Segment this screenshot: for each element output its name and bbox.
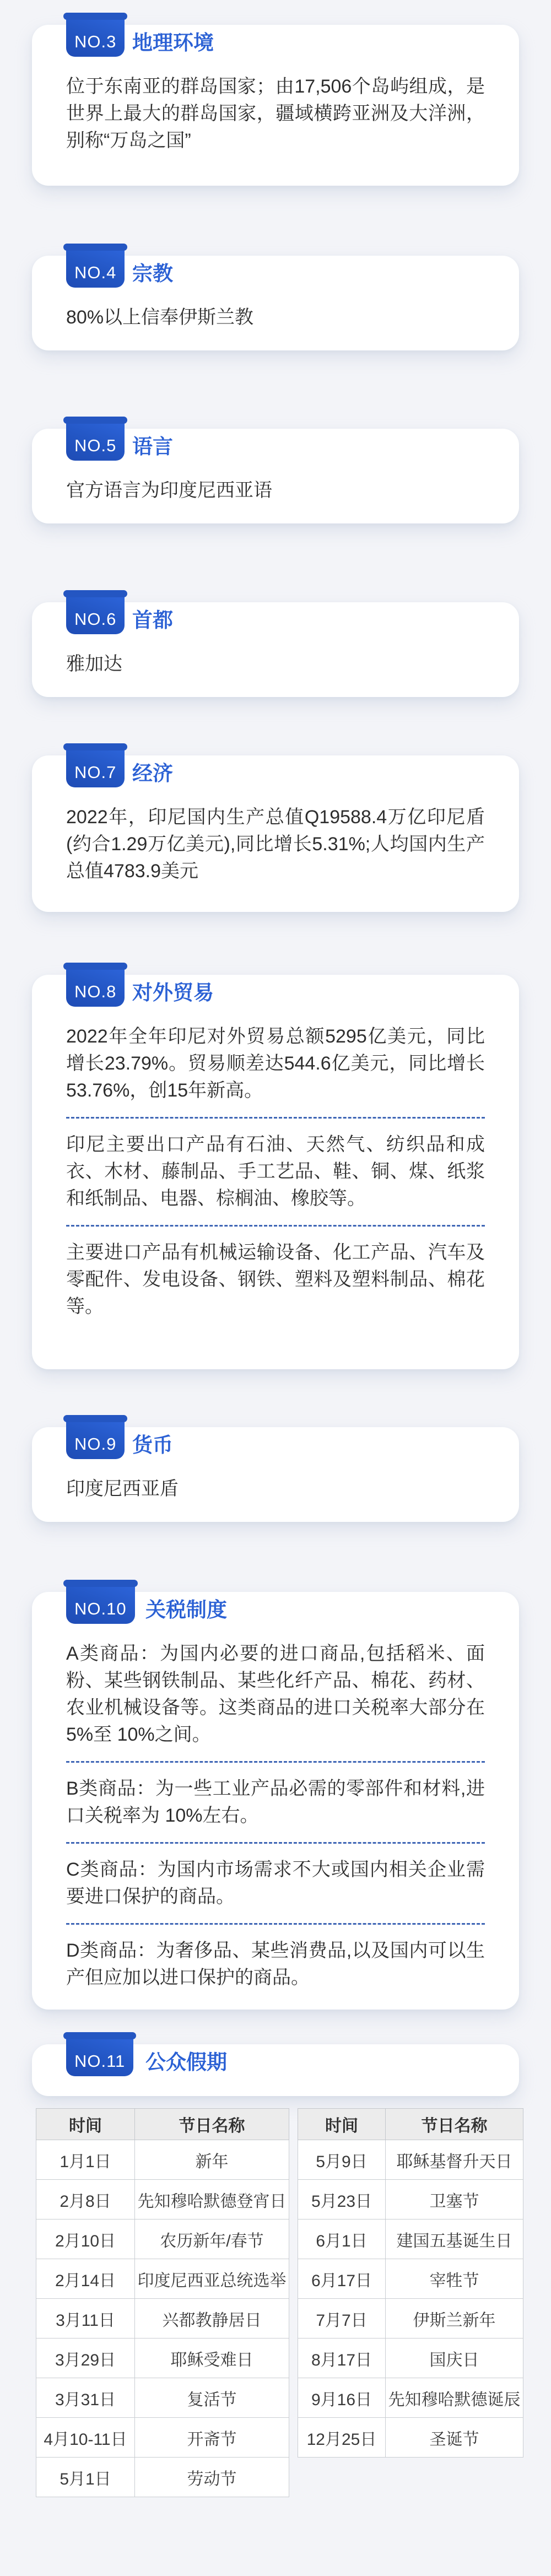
dashed-divider [66, 1225, 485, 1227]
table-cell: 2月8日 [36, 2180, 135, 2219]
body-paragraph: D类商品：为奢侈品、某些消费品,以及国内可以生产但应加以进口保护的商品。 [66, 1940, 485, 1988]
table-cell: 3月11日 [36, 2299, 135, 2339]
card-header [32, 2044, 519, 2076]
section-title: 语言 [132, 435, 173, 458]
table-cell: 3月31日 [36, 2378, 135, 2418]
table-row [36, 2140, 289, 2180]
table-row [298, 2339, 523, 2378]
column-header: 节日名称 [386, 2109, 523, 2140]
body-paragraph: 位于东南亚的群岛国家；由17,506个岛屿组成，是世界上最大的群岛国家，疆域横跨亚洲及大洋洲，别称“万岛之国” [66, 76, 485, 151]
table-row [36, 2299, 289, 2339]
body-paragraph: 雅加达 [66, 654, 122, 674]
table-cell: 劳动节 [135, 2458, 289, 2497]
body-paragraph: 印度尼西亚盾 [66, 1478, 179, 1499]
table-cell: 6月17日 [298, 2259, 386, 2299]
card-header [32, 1427, 519, 1459]
table-cell: 耶稣基督升天日 [386, 2140, 523, 2180]
section-title: 货币 [132, 1434, 173, 1456]
card-tariff-system [32, 1592, 519, 2010]
table-row [298, 2418, 523, 2458]
card-header [32, 1592, 519, 1624]
body-paragraph: 印尼主要出口产品有石油、天然气、纺织品和成衣、木材、藤制品、手工艺品、鞋、铜、煤、纸浆和纸制品、电器、棕榈油、橡胶等。 [66, 1134, 485, 1209]
card-language [32, 429, 519, 523]
table-cell: 农历新年/春节 [135, 2219, 289, 2259]
holiday-table-right [298, 2108, 523, 2458]
table-row [36, 2339, 289, 2378]
body-paragraph: C类商品：为国内市场需求不大或国内相关企业需要进口保护的商品。 [66, 1859, 485, 1907]
card-header [32, 429, 519, 461]
dashed-divider [66, 1117, 485, 1119]
table-cell: 复活节 [135, 2378, 289, 2418]
card-header [32, 755, 519, 787]
card-header [32, 256, 519, 288]
section-number-badge: NO.8 [66, 963, 125, 1007]
table-cell: 伊斯兰新年 [386, 2299, 523, 2339]
body-paragraph: A类商品：为国内必要的进口商品,包括稻米、面粉、某些钢铁制品、某些化纤产品、棉花、药材、农业机械设备等。这类商品的进口关税率大部分在5%至 10%之间。 [66, 1643, 485, 1745]
table-row [36, 2458, 289, 2497]
table-row [36, 2219, 289, 2259]
section-title: 地理环境 [132, 31, 214, 54]
table-cell: 1月1日 [36, 2140, 135, 2180]
body-paragraph: 2022年全年印尼对外贸易总额5295亿美元，同比增长23.79%。贸易顺差达544.6亿美元，同比增长53.76%，创15年新高。 [66, 1026, 485, 1101]
table-cell: 5月1日 [36, 2458, 135, 2497]
table-cell: 9月16日 [298, 2378, 386, 2418]
card-body [32, 461, 519, 504]
card-body [32, 288, 519, 331]
body-paragraph: 主要进口产品有机械运输设备、化工产品、汽车及零配件、发电设备、钢铁、塑料及塑料制品、棉花等。 [66, 1242, 485, 1317]
card-header [32, 602, 519, 634]
table-row [298, 2259, 523, 2299]
section-title: 经济 [132, 762, 173, 785]
table-cell: 圣诞节 [386, 2418, 523, 2458]
table-cell: 12月25日 [298, 2418, 386, 2458]
dashed-divider [66, 1842, 485, 1844]
table-row [36, 2259, 289, 2299]
table-cell: 2月14日 [36, 2259, 135, 2299]
card-religion [32, 256, 519, 350]
card-body [32, 787, 519, 885]
table-row [36, 2378, 289, 2418]
body-paragraph: B类商品：为一些工业产品必需的零部件和材料,进口关税率为 10%左右。 [66, 1778, 485, 1826]
section-title: 对外贸易 [132, 981, 214, 1004]
table-row [36, 2180, 289, 2219]
dashed-divider [66, 1761, 485, 1763]
card-capital [32, 602, 519, 697]
column-header: 时间 [36, 2109, 135, 2140]
table-cell: 建国五基诞生日 [386, 2219, 523, 2259]
card-body [32, 1007, 519, 1320]
table-cell: 兴都教静居日 [135, 2299, 289, 2339]
table-cell: 宰牲节 [386, 2259, 523, 2299]
table-row [298, 2140, 523, 2180]
section-title: 宗教 [132, 262, 173, 285]
card-body [32, 1624, 519, 1991]
body-paragraph: 官方语言为印度尼西亚语 [66, 480, 272, 501]
section-number-badge: NO.7 [66, 743, 125, 787]
table-header-row [36, 2109, 289, 2140]
table-row [298, 2219, 523, 2259]
table-cell: 3月29日 [36, 2339, 135, 2378]
card-public-holidays [32, 2044, 519, 2096]
table-cell: 先知穆哈默德登宵日 [135, 2180, 289, 2219]
table-cell: 5月9日 [298, 2140, 386, 2180]
column-header: 时间 [298, 2109, 386, 2140]
table-cell: 先知穆哈默德诞辰 [386, 2378, 523, 2418]
table-cell: 5月23日 [298, 2180, 386, 2219]
card-header [32, 975, 519, 1007]
section-number-badge: NO.4 [66, 244, 125, 288]
body-paragraph: 2022年，印尼国内生产总值Q19588.4万亿印尼盾(约合1.29万亿美元),同比增长5.31%;人均国内生产总值4783.9美元 [66, 807, 485, 882]
card-body [32, 634, 519, 678]
table-header-row [298, 2109, 523, 2140]
table-cell: 开斋节 [135, 2418, 289, 2458]
section-number-badge: NO.11 [66, 2032, 133, 2076]
body-paragraph: 80%以上信奉伊斯兰教 [66, 307, 254, 328]
table-cell: 4月10-11日 [36, 2418, 135, 2458]
column-header: 节日名称 [135, 2109, 289, 2140]
card-header [32, 25, 519, 57]
table-cell: 新年 [135, 2140, 289, 2180]
card-foreign-trade [32, 975, 519, 1369]
section-number-badge: NO.5 [66, 417, 125, 461]
holiday-table-left [36, 2108, 289, 2497]
table-cell: 6月1日 [298, 2219, 386, 2259]
section-title: 首都 [132, 609, 173, 631]
table-row [298, 2299, 523, 2339]
section-number-badge: NO.6 [66, 590, 125, 634]
table-row [36, 2418, 289, 2458]
table-cell: 印度尼西亚总统选举 [135, 2259, 289, 2299]
section-number-badge: NO.10 [66, 1580, 135, 1624]
table-cell: 2月10日 [36, 2219, 135, 2259]
card-body [32, 57, 519, 154]
section-number-badge: NO.9 [66, 1415, 125, 1459]
table-cell: 8月17日 [298, 2339, 386, 2378]
table-cell: 7月7日 [298, 2299, 386, 2339]
table-cell: 卫塞节 [386, 2180, 523, 2219]
table-row [298, 2378, 523, 2418]
dashed-divider [66, 1923, 485, 1925]
card-economy [32, 755, 519, 912]
table-cell: 国庆日 [386, 2339, 523, 2378]
card-geography [32, 25, 519, 186]
section-number-badge: NO.3 [66, 13, 125, 57]
section-title: 关税制度 [145, 1598, 227, 1621]
section-title: 公众假期 [145, 2051, 227, 2073]
table-cell: 耶稣受难日 [135, 2339, 289, 2378]
card-currency [32, 1427, 519, 1522]
card-body [32, 1459, 519, 1503]
table-row [298, 2180, 523, 2219]
